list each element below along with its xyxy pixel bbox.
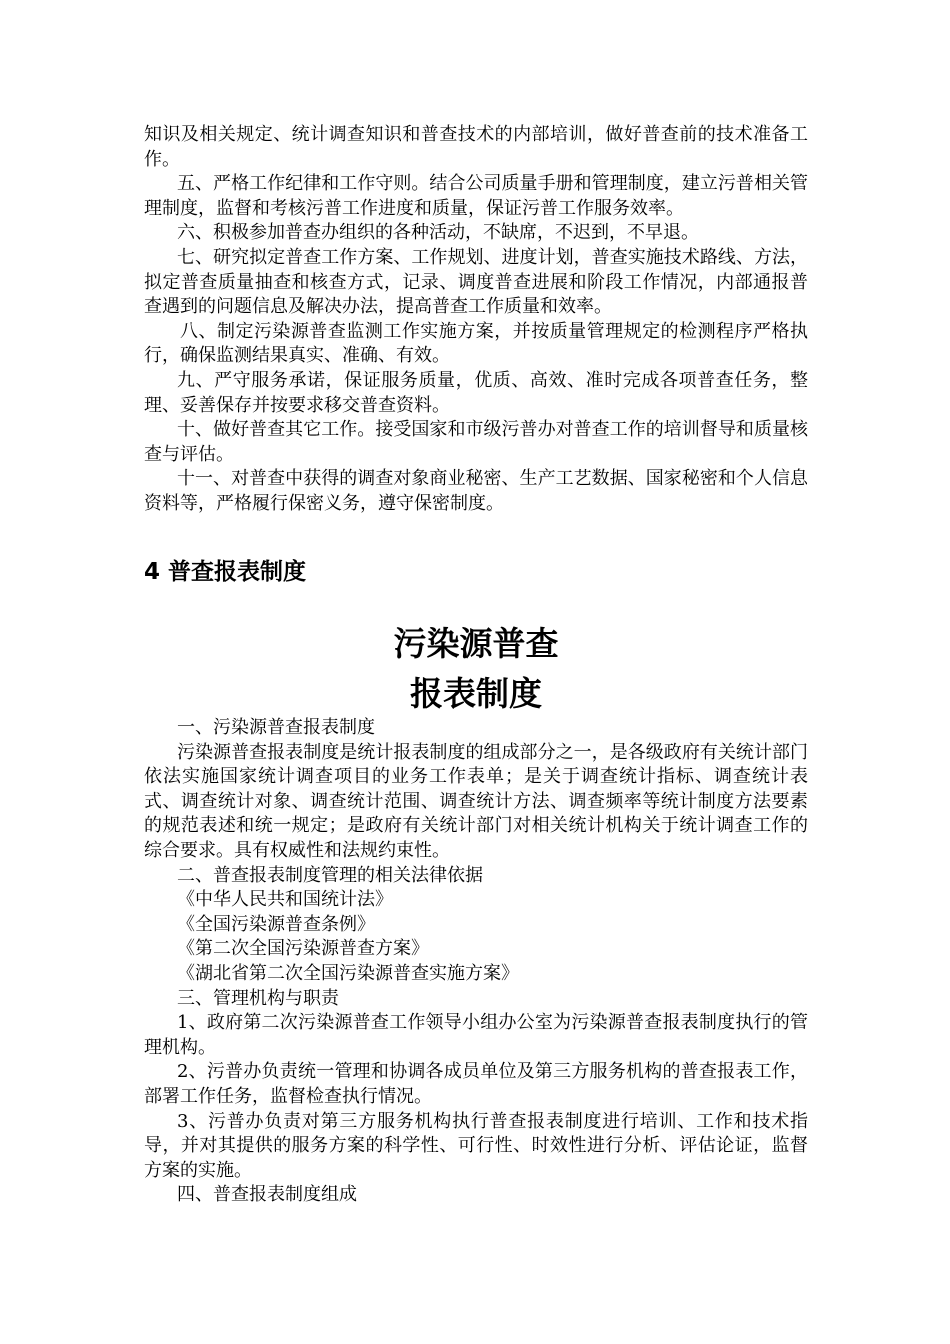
document-title-line-1: 污染源普查 xyxy=(393,624,559,663)
duty-item-1: 1、政府第二次污染源普查工作领导小组办公室为污染源普查报表制度执行的管理机构。 xyxy=(144,1012,808,1058)
paragraph-definition: 污染源普查报表制度是统计报表制度的组成部分之一，是各级政府有关统计部门依法实施国家统计调查项目的业务工作表单；是关于调查统计指标、调查统计表式、调查统计对象、调查统计范围、调查统计方法、调查频率等统计制度方法要素的规范表述和统一规定；是政府有关统计部门对相关统计机构关于统计调查工作的综合要求。具有权威性和法规约束性。 xyxy=(144,741,808,861)
duty-item-3: 3、污普办负责对第三方服务机构执行普查报表制度进行培训、工作和技术指导，并对其提供的服务方案的科学性、可行性、时效性进行分析、评估论证，监督方案的实施。 xyxy=(144,1110,808,1181)
paragraph-item-6: 六、积极参加普查办组织的各种活动，不缺席，不迟到，不早退。 xyxy=(177,222,699,244)
subheading-3: 三、管理机构与职责 xyxy=(177,987,339,1009)
section-heading: 4 普查报表制度 xyxy=(144,559,307,585)
paragraph-item-8: 八、制定污染源普查监测工作实施方案，并按质量管理规定的检测程序严格执行，确保监测结果真实、准确、有效。 xyxy=(144,320,808,367)
paragraph-item-10: 十、做好普查其它工作。接受国家和市级污普办对普查工作的培训督导和质量核查与评估。 xyxy=(144,419,808,465)
subheading-2: 二、普查报表制度管理的相关法律依据 xyxy=(177,864,483,886)
law-reference-3: 《第二次全国污染源普查方案》 xyxy=(177,938,429,960)
law-reference-4: 《湖北省第二次全国污染源普查实施方案》 xyxy=(177,962,519,984)
paragraph-item-11: 十一、对普查中获得的调查对象商业秘密、生产工艺数据、国家秘密和个人信息资料等，严格履行保密义务，遵守保密制度。 xyxy=(144,468,808,514)
responsibilities-section xyxy=(144,123,808,517)
paragraph-item-9: 九、严守服务承诺，保证服务质量，优质、高效、准时完成各项普查任务，整理、妥善保存并按要求移交普查资料。 xyxy=(144,369,808,416)
paragraph-item-7: 七、研究拟定普查工作方案、工作规划、进度计划，普查实施技术路线、方法，拟定普查质量抽查和核查方式，记录、调度普查进展和阶段工作情况，内部通报普查遇到的问题信息及解决办法，提高普查工作质量和效率。 xyxy=(144,246,808,318)
paragraph-item-5: 五、严格工作纪律和工作守则。结合公司质量手册和管理制度，建立污普相关管理制度，监督和考核污普工作进度和质量，保证污普工作服务效率。 xyxy=(144,173,808,219)
duty-item-2: 2、污普办负责统一管理和协调各成员单位及第三方服务机构的普查报表工作，部署工作任务，监督检查执行情况。 xyxy=(144,1061,808,1107)
report-system-section xyxy=(144,716,808,1208)
paragraph-continued: 知识及相关规定、统计调查知识和普查技术的内部培训，做好普查前的技术准备工作。 xyxy=(144,124,808,170)
document-title-line-2: 报表制度 xyxy=(410,674,542,713)
subheading-1: 一、污染源普查报表制度 xyxy=(177,717,375,738)
law-reference-1: 《中华人民共和国统计法》 xyxy=(177,889,393,911)
subheading-4: 四、普查报表制度组成 xyxy=(177,1184,357,1206)
law-reference-2: 《全国污染源普查条例》 xyxy=(177,913,375,935)
